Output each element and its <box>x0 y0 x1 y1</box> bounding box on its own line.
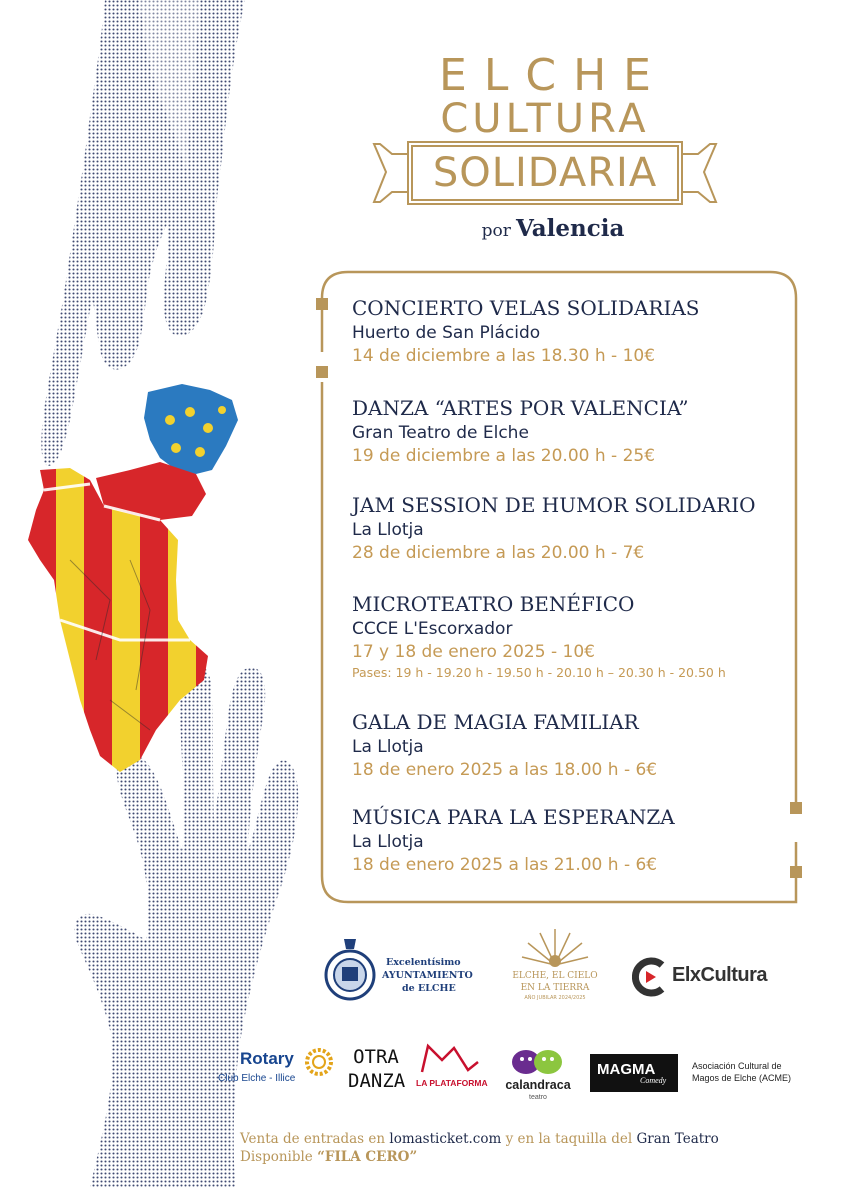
subtitle-por: por <box>481 221 511 241</box>
ticket-line <box>240 1130 820 1148</box>
otradanza-line2: DANZA <box>348 1070 406 1092</box>
ticket-text-2: y en la taquilla del <box>501 1131 637 1147</box>
event-4 <box>352 592 802 680</box>
ticket-text-1: Venta de entradas en <box>240 1131 390 1147</box>
plataforma-text: LA PLATAFORMA <box>416 1078 488 1088</box>
magma-logo <box>590 1054 678 1092</box>
ticket-site-link[interactable]: lomasticket.com <box>389 1131 502 1147</box>
magma-name: MAGMA <box>597 1061 656 1078</box>
event-title: GALA DE MAGIA FAMILIAR <box>352 710 639 734</box>
ayto-line3: de ELCHE <box>402 983 456 994</box>
rotary-club: Club Elche - Illice <box>218 1073 296 1084</box>
event-title: DANZA “ARTES POR VALENCIA” <box>352 396 689 420</box>
event-venue: Huerto de San Plácido <box>352 323 541 343</box>
sunburst-icon <box>500 925 610 971</box>
fila-cero: “FILA CERO” <box>317 1149 418 1165</box>
laplataforma-logo <box>414 1042 488 1098</box>
acme-line2: Magos de Elche (ACME) <box>692 1073 792 1083</box>
elxcultura-logo <box>632 955 782 999</box>
fila-cero-line <box>240 1148 820 1166</box>
event-venue: Gran Teatro de Elche <box>352 423 529 443</box>
event-3 <box>352 493 802 563</box>
otradanza-logo <box>348 1045 404 1097</box>
event-title: CONCIERTO VELAS SOLIDARIAS <box>352 296 700 320</box>
event-date: 19 de diciembre a las 20.00 h - 25€ <box>352 446 656 466</box>
subtitle-valencia: Valencia <box>515 215 625 242</box>
magma-sub: Comedy <box>640 1076 667 1085</box>
calandraca-logo <box>496 1048 580 1104</box>
otradanza-line1: OTRA <box>353 1046 399 1068</box>
hands-map-illustration <box>0 0 320 1187</box>
ayuntamiento-logo <box>322 935 482 1007</box>
title-elche: ELCHE <box>439 50 668 101</box>
event-venue: La Llotja <box>352 832 424 852</box>
subtitle <box>380 215 726 242</box>
acme-line1: Asociación Cultural de <box>692 1061 782 1071</box>
event-date: 18 de enero 2025 a las 18.00 h - 6€ <box>352 760 658 780</box>
fila-text: Disponible <box>240 1149 318 1165</box>
theatre-masks-icon <box>496 1048 580 1078</box>
event-date: 18 de enero 2025 a las 21.00 h - 6€ <box>352 855 658 875</box>
calandraca-sub: teatro <box>529 1094 547 1101</box>
event-2 <box>352 396 802 466</box>
event-title: MICROTEATRO BENÉFICO <box>352 592 635 616</box>
elxcultura-text: ElxCultura <box>672 964 768 986</box>
rotary-name: Rotary <box>240 1049 294 1068</box>
event-date: 17 y 18 de enero 2025 - 10€ <box>352 642 595 662</box>
cielo-line1: ELCHE, EL CIELO <box>512 971 598 981</box>
ticket-info <box>240 1130 820 1166</box>
calandraca-name: calandraca <box>505 1078 571 1092</box>
cielo-line2: EN LA TIERRA <box>520 983 590 993</box>
plataforma-mark-icon <box>418 1042 482 1076</box>
ayto-line1: Excelentísimo <box>386 957 461 968</box>
rotary-wheel-icon <box>304 1047 334 1077</box>
coat-of-arms-icon <box>322 935 378 1007</box>
event-venue: La Llotja <box>352 737 424 757</box>
event-date: 14 de diciembre a las 18.30 h - 10€ <box>352 346 656 366</box>
event-5 <box>352 710 802 780</box>
event-date: 28 de diciembre a las 20.00 h - 7€ <box>352 543 645 563</box>
rotary-logo <box>216 1045 341 1095</box>
event-1 <box>352 296 802 366</box>
title-solidaria: SOLIDARIA <box>432 150 658 196</box>
event-venue: La Llotja <box>352 520 424 540</box>
elche-cielo-logo <box>500 925 610 1010</box>
event-title: MÚSICA PARA LA ESPERANZA <box>352 805 675 829</box>
elx-c-icon <box>632 957 668 997</box>
ticket-venue: Gran Teatro <box>636 1131 719 1147</box>
acme-logo <box>692 1060 802 1090</box>
event-venue: CCCE L'Escorxador <box>352 619 513 639</box>
event-showtimes: Pases: 19 h - 19.20 h - 19.50 h - 20.10 h – 20.30 h - 20.50 h <box>352 665 726 680</box>
cielo-line3: AÑO JUBILAR 2024/2025 <box>524 995 586 1001</box>
event-6 <box>352 805 802 875</box>
title-cultura: CULTURA <box>440 96 650 142</box>
event-title: JAM SESSION DE HUMOR SOLIDARIO <box>352 493 756 517</box>
ayto-line2: AYUNTAMIENTO <box>382 970 473 981</box>
